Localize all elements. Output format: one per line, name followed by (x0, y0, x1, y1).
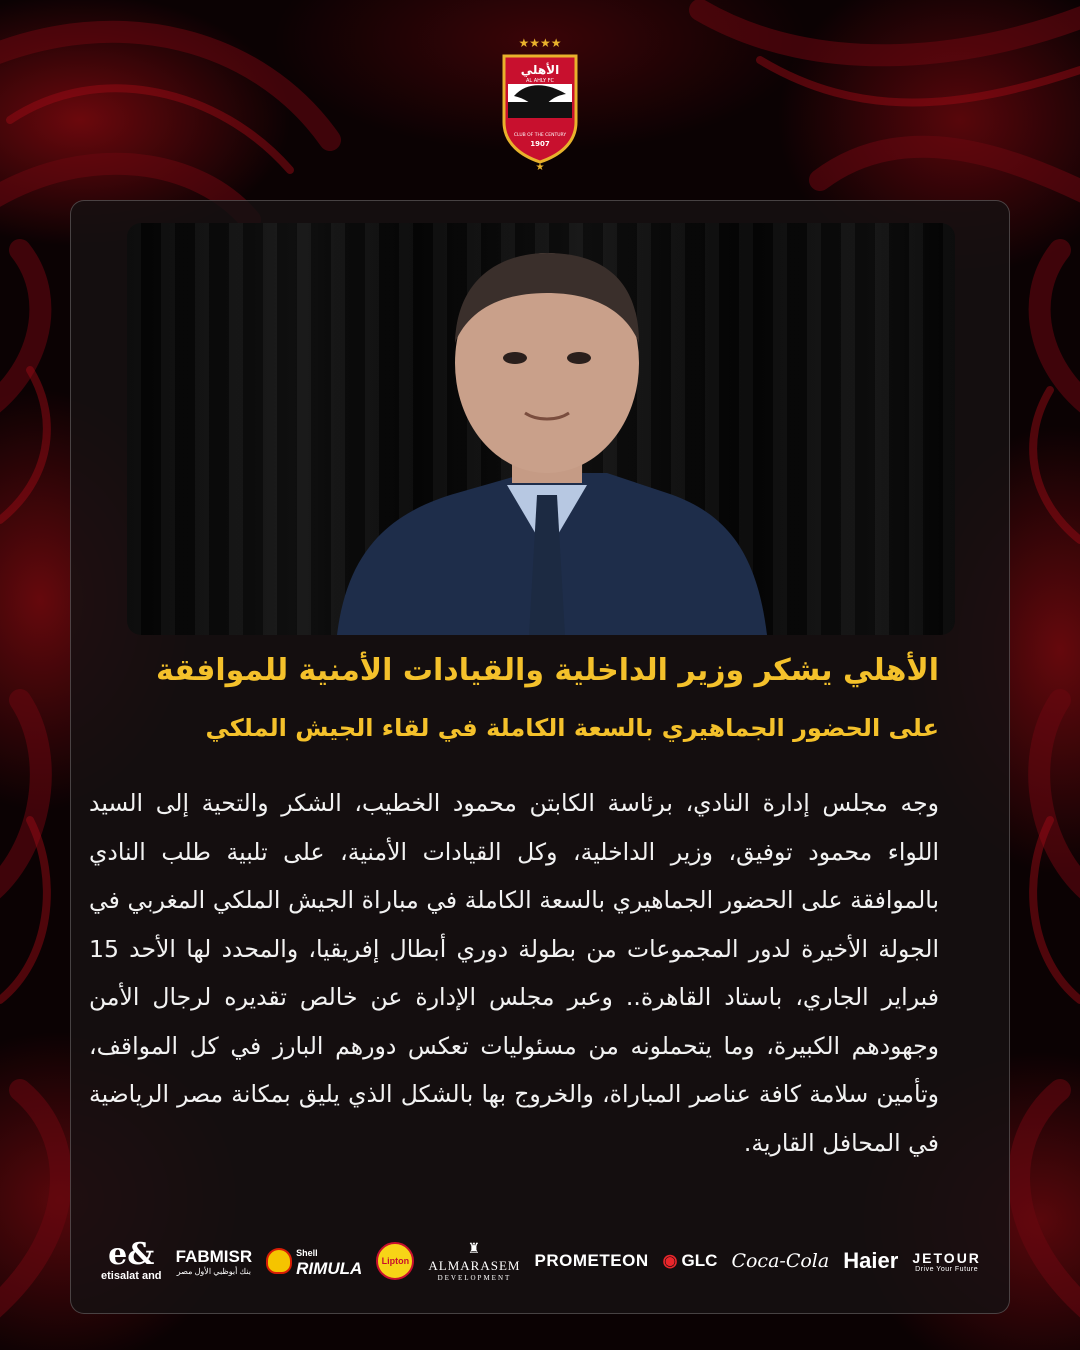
glc-ring-icon: ◉ (662, 1251, 678, 1270)
sponsor-strip (101, 1231, 981, 1291)
sponsor-haier (843, 1248, 898, 1274)
almarasem-logo-icon: ♜ (467, 1241, 482, 1257)
headline: الأهلي يشكر وزير الداخلية والقيادات الأمنية للموافقة (155, 653, 939, 688)
shell-pecten-icon (266, 1248, 292, 1274)
bottom-star-icon: ★ (535, 162, 545, 172)
crest-english-name: AL AHLY FC (525, 78, 555, 84)
article-body: وجه مجلس إدارة النادي، برئاسة الكابتن محمود الخطيب، الشكر والتحية إلى السيد اللواء محمود توفيق، وزير الداخلية، وكل القيادات الأمنية، على تلبية طلب النادي بالموافقة على الحضور الجماهيري بالسعة الكاملة في مباراة الجيش الملكي المغربي في الجولة الأخيرة لدور المجموعات من بطولة دوري أبطال إفريقيا، والمحدد لها الأحد 15 فبراير الجاري، باستاد القاهرة.. وعبر مجلس الإدارة عن خالص تقديره لرجال الأمن وجهودهم الكبيرة، وما يتحملونه من مسئوليات تعكس دورهم البارز في كل المواقف، وتأمين سلامة كافة عناصر المباراة، والخروج بها بالشكل الذي يليق بمكانة مصر الرياضية في المحافل القارية. (89, 789, 939, 1157)
sponsor-glc (663, 1251, 718, 1271)
coca-cola-label: Coca-Cola (731, 1250, 830, 1272)
haier-label: Haier (843, 1248, 899, 1273)
jetour-label: JETOUR (912, 1249, 981, 1266)
almarasem-label: ALMARASEM (428, 1257, 521, 1273)
sponsor-lipton (376, 1242, 414, 1280)
crest-year: 1907 (530, 140, 550, 148)
fabmisr-label: FABMISR (175, 1246, 253, 1266)
fabmisr-sub: بنك أبوظبي الأول مصر (176, 1266, 251, 1276)
portrait-figure-icon (127, 223, 955, 635)
jetour-sub: Drive Your Future (915, 1265, 979, 1273)
rimula-label: RIMULA (296, 1259, 363, 1278)
sponsor-etisalat (101, 1237, 162, 1282)
crest-motto: CLUB OF THE CENTURY (513, 133, 567, 138)
etisalat-logo-icon: e& (108, 1237, 155, 1272)
al-ahly-crest-icon (494, 36, 586, 172)
al-ahly-logo (494, 36, 586, 172)
sponsor-fabmisr (176, 1247, 253, 1276)
lipton-label: Lipton (381, 1256, 410, 1266)
subheadline: على الحضور الجماهيري بالسعة الكاملة في لقاء الجيش الملكي (205, 714, 939, 742)
shell-label: Shell (296, 1248, 318, 1258)
news-card (70, 200, 1010, 1314)
almarasem-sub: DEVELOPMENT (437, 1273, 512, 1282)
sponsor-shell-rimula (266, 1245, 362, 1277)
prometeon-label: PROMETEON (534, 1251, 649, 1270)
glc-label: GLC (681, 1251, 718, 1270)
crest-arabic-name: الأهلي (520, 63, 560, 77)
sponsor-prometeon (535, 1251, 649, 1271)
minister-portrait (127, 223, 955, 635)
stars-icon: ★★★★ (518, 36, 562, 50)
sponsor-coca-cola (731, 1250, 829, 1272)
sponsor-almarasem (428, 1241, 520, 1282)
etisalat-label: etisalat and (101, 1270, 162, 1282)
sponsor-jetour (912, 1250, 981, 1273)
